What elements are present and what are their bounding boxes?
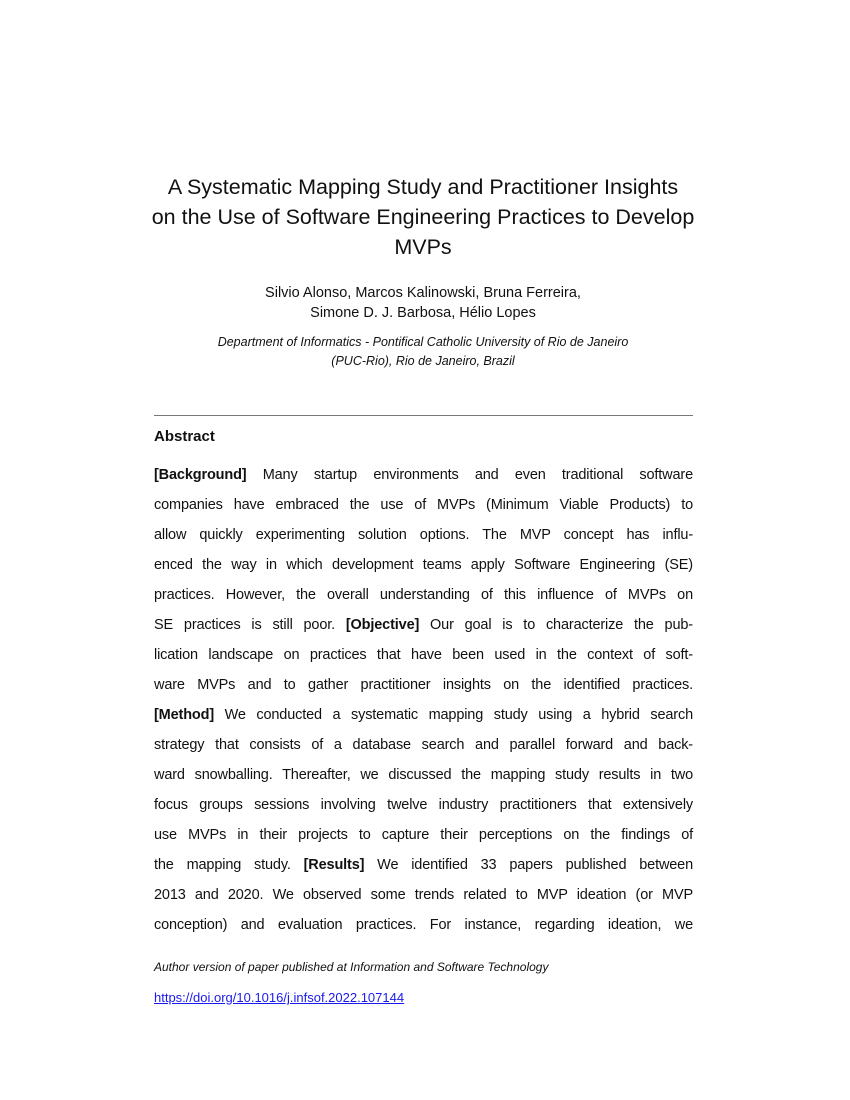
abstract-text: focus groups sessions involving twelve industry practitioners that extensively — [154, 797, 693, 813]
affiliation — [120, 333, 726, 371]
abstract-body — [154, 460, 693, 940]
abstract-heading: Abstract — [154, 428, 215, 445]
abstract-text: companies have embraced the use of MVPs (Minimum Viable Products) to — [154, 497, 693, 513]
title-line: on the Use of Software Engineering Practices to Develop — [151, 205, 695, 229]
abstract-line — [154, 640, 693, 670]
author-line: Silvio Alonso, Marcos Kalinowski, Bruna Ferreira, — [265, 285, 581, 301]
abstract-line — [154, 610, 693, 640]
abstract-text: practices. However, the overall understanding of this influence of MVPs on — [154, 587, 693, 603]
abstract-line — [154, 490, 693, 520]
title-line: A Systematic Mapping Study and Practitioner Insights — [167, 175, 679, 199]
abstract-text: conception) and evaluation practices. For instance, regarding ideation, we — [154, 917, 693, 933]
abstract-text: Many startup environments and even traditional software — [246, 467, 693, 483]
abstract-text: strategy that consists of a database search and parallel forward and back- — [154, 737, 693, 753]
abstract-text: SE practices is still poor. — [154, 617, 346, 633]
abstract-line — [154, 550, 693, 580]
abstract-text: We conducted a systematic mapping study using a hybrid search — [214, 707, 693, 723]
abstract-line — [154, 760, 693, 790]
section-label: [Results] — [303, 857, 365, 873]
section-label: [Objective] — [345, 617, 420, 633]
abstract-text: 2013 and 2020. We observed some trends related to MVP ideation (or MVP — [154, 887, 693, 903]
abstract-text: Our goal is to characterize the pub- — [419, 617, 693, 633]
section-label: [Method] — [154, 707, 215, 723]
abstract-text: ward snowballing. Thereafter, we discussed the mapping study results in two — [154, 767, 693, 783]
abstract-text: enced the way in which development teams apply Software Engineering (SE) — [154, 557, 693, 573]
abstract-line — [154, 910, 693, 940]
section-divider — [154, 415, 693, 416]
abstract-line — [154, 820, 693, 850]
abstract-text: allow quickly experimenting solution options. The MVP concept has influ- — [154, 527, 693, 543]
section-label: [Background] — [154, 467, 247, 483]
title-line: MVPs — [394, 235, 452, 259]
abstract-line — [154, 580, 693, 610]
abstract-line — [154, 730, 693, 760]
abstract-line — [154, 700, 693, 730]
doi-link[interactable]: https://doi.org/10.1016/j.infsof.2022.107144 — [154, 990, 405, 1005]
abstract-text: ware MVPs and to gather practitioner insights on the identified practices. — [154, 677, 693, 693]
author-line: Simone D. J. Barbosa, Hélio Lopes — [310, 305, 536, 321]
abstract-line — [154, 460, 693, 490]
abstract-text: the mapping study. — [154, 857, 304, 873]
author-list — [120, 283, 726, 323]
paper-title — [120, 172, 726, 262]
abstract-text: use MVPs in their projects to capture their perceptions on the findings of — [154, 827, 693, 843]
abstract-line — [154, 790, 693, 820]
abstract-line — [154, 670, 693, 700]
abstract-line — [154, 880, 693, 910]
affiliation-line: (PUC-Rio), Rio de Janeiro, Brazil — [331, 354, 515, 368]
publication-note: Author version of paper published at Information and Software Technology — [154, 960, 549, 974]
abstract-line — [154, 520, 693, 550]
abstract-text: We identified 33 papers published between — [364, 857, 694, 873]
abstract-text: lication landscape on practices that have been used in the context of soft- — [154, 647, 693, 663]
affiliation-line: Department of Informatics - Pontifical Catholic University of Rio de Janeiro — [217, 335, 629, 349]
abstract-line — [154, 850, 693, 880]
